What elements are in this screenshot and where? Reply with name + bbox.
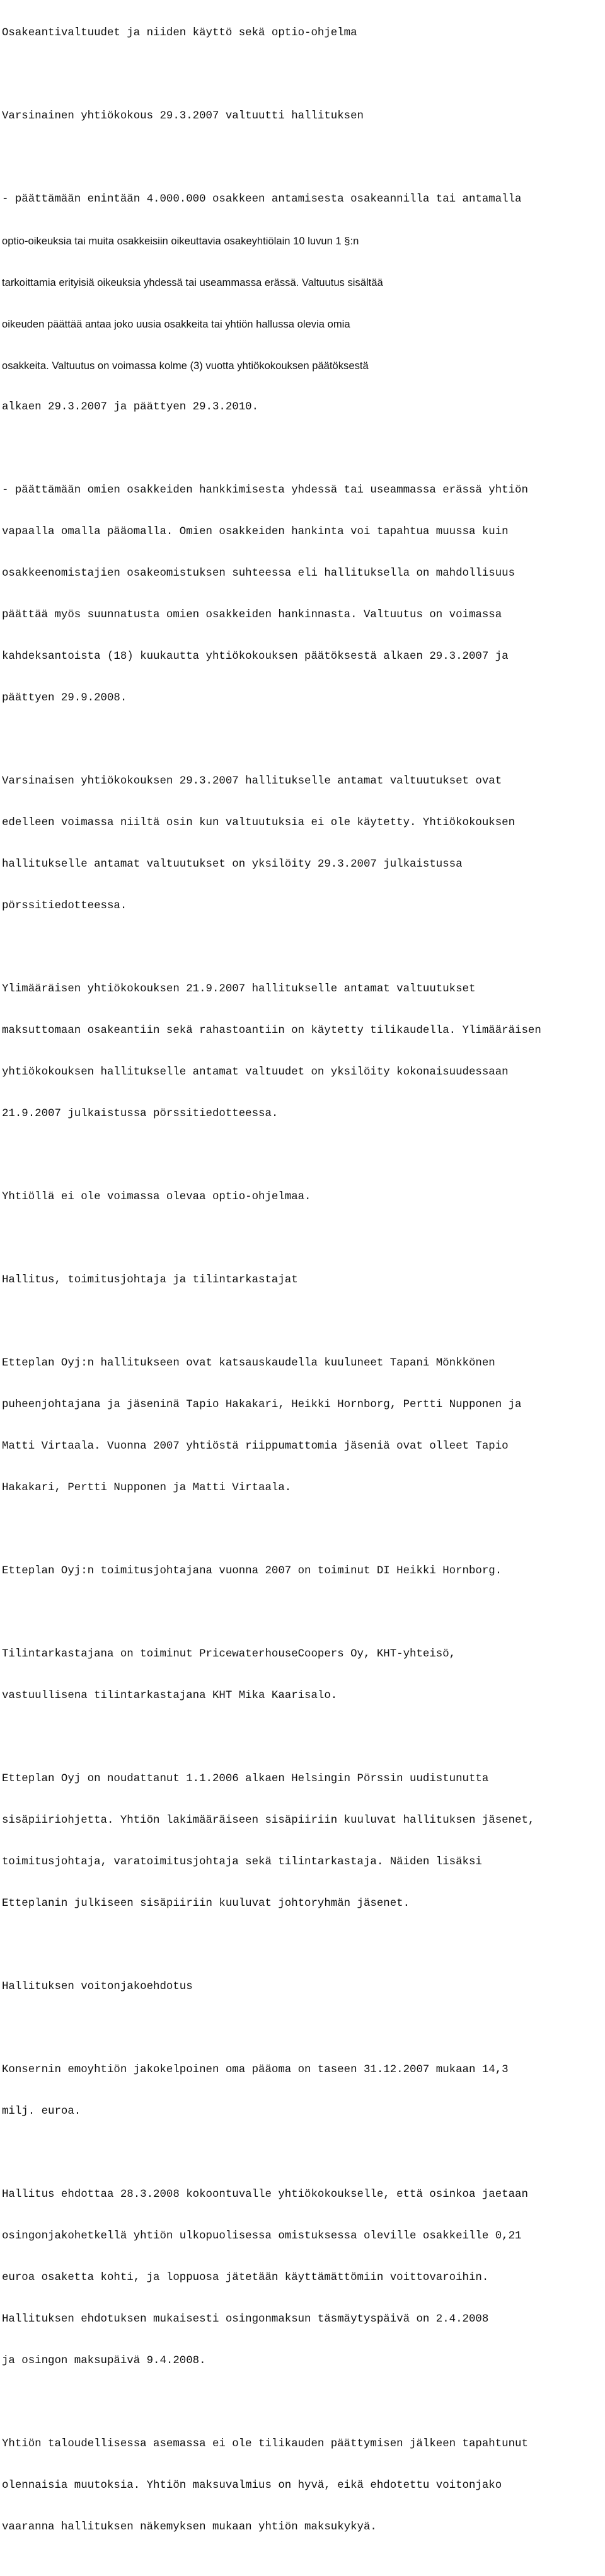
text-line: Etteplan Oyj:n toimitusjohtajana vuonna 2007 on toiminut DI Heikki Hornborg. [2,1565,502,1577]
text-line: Konsernin emoyhtiön jakokelpoinen oma pääoma on taseen 31.12.2007 mukaan 14,3 [2,2064,509,2076]
paragraph-insider-guidelines [2,1745,604,1939]
text-line: Etteplan Oyj:n hallitukseen ovat katsauskaudella kuuluneet Tapani Mönkkönen [2,1357,495,1369]
text-line: maksuttomaan osakeantiin sekä rahastoantiin on käytetty tilikaudella. Ylimääräisen [2,1025,541,1037]
text-line: milj. euroa. [2,2106,81,2117]
text-line: 21.9.2007 julkaistussa pörssitiedotteessa. [2,1108,279,1120]
section-heading-dividend-proposal [2,1952,604,2022]
text-line: yhtiökokouksen hallitukselle antamat valtuudet on yksilöity kokonaisuudessaan [2,1066,509,1078]
text-line: Hallitus, toimitusjohtaja ja tilintarkastajat [2,1274,298,1286]
text-line: Etteplanin julkiseen sisäpiiriin kuuluvat johtoryhmän jäsenet. [2,1898,410,1910]
text-line: pörssitiedotteessa. [2,900,127,912]
text-line: - päättämään omien osakkeiden hankkimisesta yhdessä tai useammassa erässä yhtiön [2,484,528,496]
text-line: optio-oikeuksia tai muita osakkeisiin oikeuttavia osakeyhtiölain 10 luvun 1 §:n [2,235,359,247]
text-line: Etteplan Oyj on noudattanut 1.1.2006 alkaen Helsingin Pörssin uudistunutta [2,1773,489,1785]
text-line: ja osingon maksupäivä 9.4.2008. [2,2355,206,2367]
paragraph-distributable-equity [2,2036,604,2146]
text-line: Varsinainen yhtiökokous 29.3.2007 valtuutti hallituksen [2,110,364,122]
section-heading-board-ceo-auditors [2,1246,604,1315]
document-body [2,0,604,2576]
text-line: Yhtiön taloudellisessa asemassa ei ole tilikauden päättymisen jälkeen tapahtunut [2,2438,528,2450]
paragraph-auditor [2,1620,604,1731]
text-line: Matti Virtaala. Vuonna 2007 yhtiöstä riippumattomia jäseniä ovat olleet Tapio [2,1440,509,1452]
paragraph-share-issue-authorization [2,165,604,442]
paragraph-agm-authorization-intro [2,82,604,151]
text-line: tarkoittamia erityisiä oikeuksia yhdessä tai useammassa erässä. Valtuutus sisältää [2,276,383,288]
text-line: edelleen voimassa niiltä osin kun valtuutuksia ei ole käytetty. Yhtiökokouksen [2,817,516,829]
text-line: vaaranna hallituksen näkemyksen mukaan yhtiön maksukykyä. [2,2521,377,2533]
paragraph-share-repurchase-authorization [2,456,604,733]
text-line: osingonjakohetkellä yhtiön ulkopuolisessa omistuksessa oleville osakkeille 0,21 [2,2230,522,2242]
text-line: osakkeita. Valtuutus on voimassa kolme (3) vuotta yhtiökokouksen päätöksestä [2,360,369,372]
text-line: oikeuden päättää antaa joko uusia osakkeita tai yhtiön hallussa olevia omia [2,318,350,330]
paragraph-ceo [2,1537,604,1606]
text-line: vapaalla omalla pääomalla. Omien osakkeiden hankinta voi tapahtua muussa kuin [2,526,509,538]
text-line: Hallituksen voitonjakoehdotus [2,1981,193,1993]
text-line: Hallitus ehdottaa 28.3.2008 kokoontuvalle yhtiökokoukselle, että osinkoa jaetaan [2,2189,528,2201]
text-line: - päättämään enintään 4.000.000 osakkeen antamisesta osakeannilla tai antamalla [2,193,522,205]
paragraph-board-members [2,1329,604,1523]
text-line: olennaisia muutoksia. Yhtiön maksuvalmius on hyvä, eikä ehdotettu voitonjako [2,2480,502,2492]
text-line: toimitusjohtaja, varatoimitusjohtaja sekä tilintarkastaja. Näiden lisäksi [2,1856,482,1868]
paragraph-agm-authorizations-valid [2,747,604,941]
text-line: alkaen 29.3.2007 ja päättyen 29.3.2010. [2,401,259,413]
text-line: päättyen 29.9.2008. [2,692,127,704]
text-line: puheenjohtajana ja jäseninä Tapio Hakakari, Heikki Hornborg, Pertti Nupponen ja [2,1399,522,1411]
paragraph-financial-position [2,2410,604,2562]
text-line: Hakakari, Pertti Nupponen ja Matti Virtaala. [2,1482,292,1494]
text-line: Tilintarkastajana on toiminut PricewaterhouseCoopers Oy, KHT-yhteisö, [2,1648,456,1660]
text-line: päättää myös suunnatusta omien osakkeiden hankinnasta. Valtuutus on voimassa [2,609,502,621]
paragraph-no-option-program [2,1163,604,1232]
text-line: vastuullisena tilintarkastajana KHT Mika Kaarisalo. [2,1690,338,1702]
text-line: Hallituksen ehdotuksen mukaisesti osingonmaksun täsmäytyspäivä on 2.4.2008 [2,2313,489,2325]
text-line: kahdeksantoista (18) kuukautta yhtiökokouksen päätöksestä alkaen 29.3.2007 ja [2,651,509,663]
paragraph-dividend-proposal [2,2160,604,2396]
section-heading-share-authorizations [2,0,604,68]
text-line: osakkeenomistajien osakeomistuksen suhteessa eli hallituksella on mahdollisuus [2,567,516,579]
text-line: euroa osaketta kohti, ja loppuosa jätetään käyttämättömiin voittovaroihin. [2,2272,489,2284]
text-line: sisäpiiriohjetta. Yhtiön lakimääräiseen sisäpiiriin kuuluvat hallituksen jäsenet, [2,1815,535,1827]
paragraph-egm-authorizations [2,955,604,1149]
text-line: Ylimääräisen yhtiökokouksen 21.9.2007 hallitukselle antamat valtuutukset [2,983,476,995]
text-line: Yhtiöllä ei ole voimassa olevaa optio-ohjelmaa. [2,1191,311,1203]
text-line: Varsinaisen yhtiökokouksen 29.3.2007 hallitukselle antamat valtuutukset ovat [2,775,502,787]
text-line: hallitukselle antamat valtuutukset on yksilöity 29.3.2007 julkaistussa [2,858,463,870]
text-line: Osakeantivaltuudet ja niiden käyttö sekä optio-ohjelma [2,27,357,39]
